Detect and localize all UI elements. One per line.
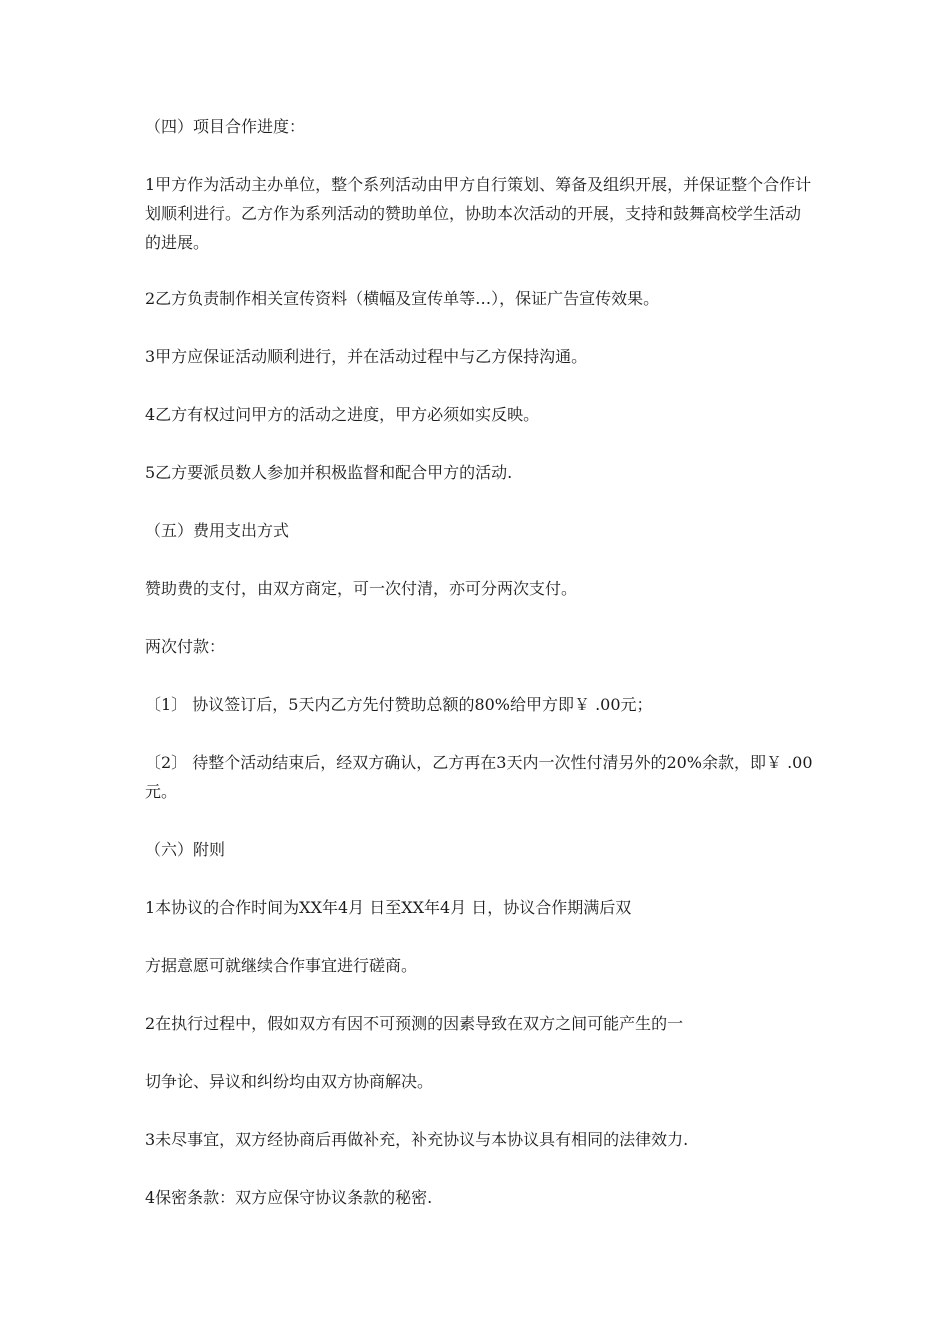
paragraph-progress-5: 5乙方要派员数人参加并积极监督和配合甲方的活动. (145, 463, 513, 482)
paragraph-payment-1: 〔1〕 协议签订后，5天内乙方先付赞助总额的80%给甲方即￥ .00元； (145, 695, 653, 714)
document-body (145, 112, 813, 1212)
paragraph-progress-2: 2乙方负责制作相关宣传资料（横幅及宣传单等…），保证广告宣传效果。 (145, 289, 660, 308)
paragraph-appendix-1a: 1本协议的合作时间为XX年4月 日至XX年4月 日，协议合作期满后双 (145, 898, 632, 917)
paragraph-appendix-2a: 2在执行过程中，假如双方有因不可预测的因素导致在双方之间可能产生的一 (145, 1014, 684, 1033)
paragraph-progress-3: 3甲方应保证活动顺利进行，并在活动过程中与乙方保持沟通。 (145, 347, 588, 366)
section-heading-payment: （五）费用支出方式 (145, 521, 290, 540)
paragraph-payment-2: 〔2〕 待整个活动结束后，经双方确认，乙方再在3天内一次性付清另外的20%余款，即￥ .00元。 (145, 753, 813, 801)
paragraph-progress-4: 4乙方有权过问甲方的活动之进度，甲方必须如实反映。 (145, 405, 540, 424)
paragraph-appendix-2b: 切争论、异议和纠纷均由双方协商解决。 (145, 1072, 434, 1091)
paragraph-appendix-3: 3未尽事宜，双方经协商后再做补充，补充协议与本协议具有相同的法律效力. (145, 1130, 689, 1149)
paragraph-appendix-4: 4保密条款：双方应保守协议条款的秘密. (145, 1188, 433, 1207)
paragraph-payment-intro: 赞助费的支付，由双方商定，可一次付清，亦可分两次支付。 (145, 579, 578, 598)
section-heading-appendix: （六）附则 (145, 840, 226, 859)
paragraph-two-payments: 两次付款： (145, 637, 226, 656)
paragraph-progress-1: 1甲方作为活动主办单位，整个系列活动由甲方自行策划、筹备及组织开展，并保证整个合作计划顺利进行。乙方作为系列活动的赞助单位，协助本次活动的开展，支持和鼓舞高校学生活动的进展。 (145, 175, 812, 252)
section-heading-progress: （四）项目合作进度： (145, 117, 306, 136)
paragraph-appendix-1b: 方据意愿可就继续合作事宜进行磋商。 (145, 956, 418, 975)
